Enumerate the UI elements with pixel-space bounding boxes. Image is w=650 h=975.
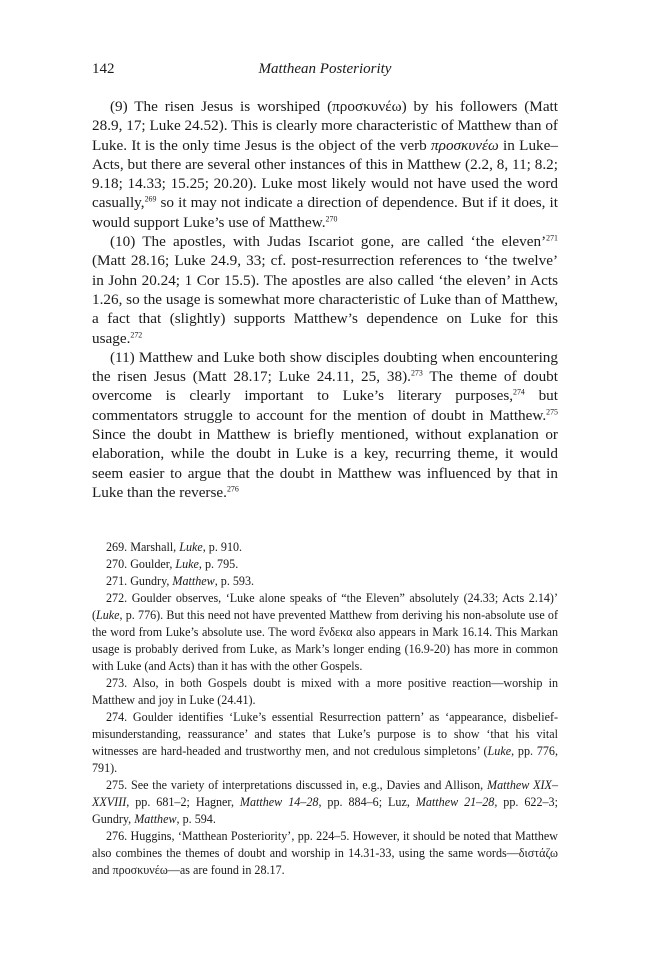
footnote-ref: 275	[546, 407, 558, 417]
text-run: (9) The risen Jesus is worshiped (προσκυνέω) by his followers (Matt 28.9, 17; Luke 24.52). This is clearly more characteristic of Matthew than of Luke. It is the only time Jesus is the object of the verb	[92, 98, 558, 154]
text-run: in Luke–Acts, but there are several other instances of this in Matthew (2.2, 8, 11; 8.2; 9.18; 14.33; 15.25; 20.20). Luke most likely would not have used the word casually,	[92, 136, 558, 212]
footnote-ref: 273	[410, 368, 423, 378]
text-run: , pp. 776, 791).	[92, 744, 558, 775]
footnote	[92, 539, 558, 556]
page-header	[92, 61, 558, 83]
text-run: 270. Goulder,	[106, 557, 176, 571]
body-paragraph	[92, 348, 558, 502]
text-run: 276. Huggins, ‘Matthean Posteriority’, pp. 224–5. However, it should be noted that Matthew also combines the themes of doubt and worship in 14.31-33, using the same words—διστάζω and προσκυνέω—as are found in 28.17.	[92, 829, 558, 877]
text-run: 274. Goulder identifies ‘Luke’s essential Resurrection pattern’ as ‘appearance, disbelief-misunderstanding, reassurance’ and states that Luke’s purpose is to show ‘that his vital witnesses are hard-headed and trustworthy men, and not credulous simpletons’ (	[92, 710, 558, 758]
text-run: (10) The apostles, with Judas Iscariot gone, are called ‘the eleven’	[110, 233, 547, 251]
italic-text: Matthew	[134, 812, 177, 826]
text-run: , p. 910.	[202, 540, 243, 554]
text-run: so it may not indicate a direction of dependence. But if it does, it would support Luke’s use of Matthew.	[92, 194, 558, 231]
text-run: , p. 795.	[198, 557, 239, 571]
text-run: Since the doubt in Matthew is briefly mentioned, without explanation or elaboration, while the doubt in Luke is a key, recurring theme, it would seem easier to argue that the doubt in Matthew was influenced by that in Luke than the reverse.	[92, 426, 558, 501]
italic-text: προσκυνέω	[431, 136, 499, 154]
text-run: , pp. 884–6; Luz,	[318, 795, 416, 809]
text-run: 271. Gundry,	[106, 574, 173, 588]
italic-text: Matthew 21–28	[415, 795, 495, 809]
body-paragraph	[92, 232, 558, 348]
footnote-ref: 270	[325, 214, 338, 224]
text-run: 272. Goulder observes, ‘Luke alone speaks of “the Eleven” absolutely (24.33; Acts 2.14)’ (	[92, 591, 558, 622]
body-paragraph	[92, 97, 558, 232]
footnote	[92, 590, 558, 675]
text-run: (11) Matthew and Luke both show disciples doubting when encountering the risen Jesus (Matt 28.17; Luke 24.11, 25, 38).	[92, 348, 558, 386]
footnote-ref: 272	[130, 330, 143, 340]
italic-text: Luke	[96, 608, 120, 622]
footnote	[92, 828, 558, 879]
text-run: 269. Marshall,	[106, 540, 180, 554]
text-run: , p. 594.	[176, 812, 216, 826]
text-run: , p. 776). But this need not have prevented Matthew from deriving his non-absolute use of the word from Luke’s absolute use. The word ἕνδεκα also appears in Mark 16.14. This Markan usage is probably derived from Luke, as Mark’s longer ending (16.9-20) has more in common with Luke (and Acts) than it has with the other Gospels.	[92, 608, 558, 673]
footnote-ref: 274	[513, 387, 525, 397]
footnote	[92, 556, 558, 573]
italic-text: Matthew 14–28	[239, 795, 319, 809]
text-run: 275. See the variety of interpretations discussed in, e.g., Davies and Allison,	[106, 778, 487, 792]
footnote	[92, 573, 558, 590]
running-title: Matthean Posteriority	[258, 61, 392, 77]
text-run: (Matt 28.16; Luke 24.9, 33; cf. post-resurrection references to ‘the twelve’ in John 20.24; 1 Cor 15.5). The apostles are also called ‘the eleven’ in Acts 1.26, so the usage is somewhat more characteristic of Luke than of Matthew, a fact that (slightly) supports Matthew’s dependence on Luke for this usage.	[92, 252, 558, 347]
text-run: The theme of doubt overcome is clearly important to Luke’s literary purposes,	[92, 368, 558, 405]
text-run: , pp. 622–3; Gundry,	[92, 795, 558, 826]
footnote	[92, 777, 558, 828]
footnote-ref: 271	[546, 233, 558, 243]
italic-text: Luke	[175, 557, 199, 571]
text-run: , p. 593.	[214, 574, 255, 588]
footnote	[92, 675, 558, 709]
text-run: , pp. 681–2; Hagner,	[126, 795, 240, 809]
page-number: 142	[92, 61, 115, 77]
text-run: 273. Also, in both Gospels doubt is mixed with a more positive reaction—worship in Matthew and joy in Luke (24.41).	[92, 676, 558, 707]
italic-text: Matthew XIX–XXVIII	[92, 778, 558, 809]
italic-text: Luke	[179, 540, 203, 554]
italic-text: Matthew	[172, 574, 215, 588]
main-text	[92, 97, 558, 502]
italic-text: Luke	[487, 744, 512, 758]
footnotes	[92, 539, 558, 879]
footnote-ref: 276	[226, 484, 239, 494]
text-run: but commentators struggle to account for the mention of doubt in Matthew.	[92, 387, 558, 424]
footnote-ref: 269	[144, 194, 157, 204]
footnote	[92, 709, 558, 777]
